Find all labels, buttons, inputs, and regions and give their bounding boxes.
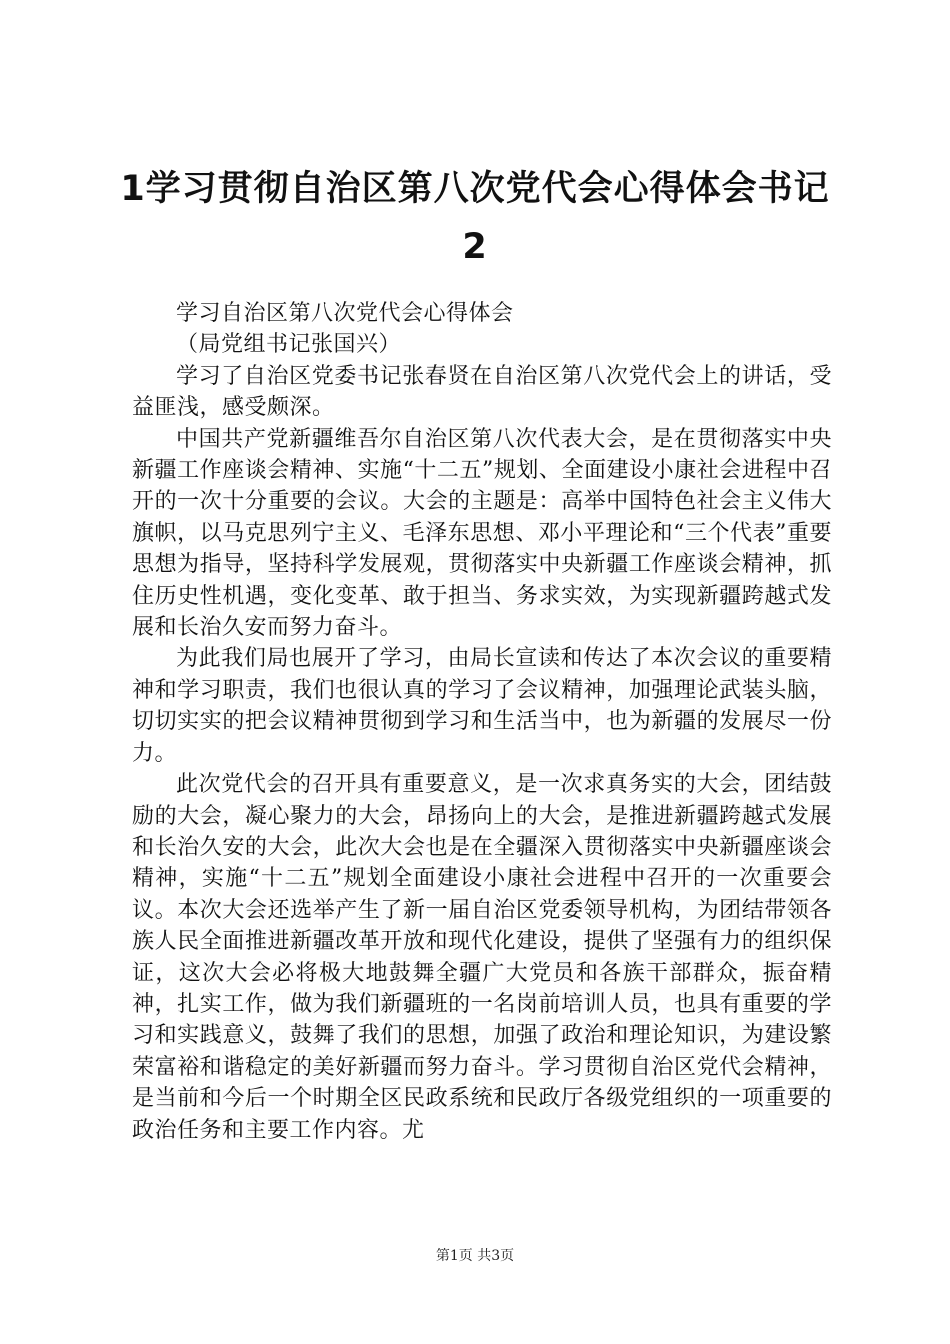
document-body: [132, 298, 832, 1146]
subtitle-paragraph: 学习自治区第八次党代会心得体会: [176, 301, 514, 326]
page-number-footer: 第1页 共3页: [435, 1248, 515, 1264]
body-paragraph-4: 此次党代会的召开具有重要意义，是一次求真务实的大会，团结鼓励的大会，凝心聚力的大会，昂扬向上的大会，是推进新疆跨越式发展和长治久安的大会，此次大会也是在全疆深入贯彻落实中央新疆座谈会精神，实施“十二五”规划全面建设小康社会进程中召开的一次重要会议。本次大会还选举产生了新一届自治区党委领导机构，为团结带领各族人民全面推进新疆改革开放和现代化建设，提供了坚强有力的组织保证，这次大会必将极大地鼓舞全疆广大党员和各族干部群众，振奋精神，扎实工作，做为我们新疆班的一名岗前培训人员，也具有重要的学习和实践意义，鼓舞了我们的思想，加强了政治和理论知识，为建设繁荣富裕和谐稳定的美好新疆而努力奋斗。学习贯彻自治区党代会精神，是当前和今后一个时期全区民政系统和民政厅各级党组织的一项重要的政治任务和主要工作内容。尤: [132, 772, 832, 1143]
document-title: 1学习贯彻自治区第八次党代会心得体会书记2: [120, 169, 830, 267]
body-paragraph-3: 为此我们局也展开了学习，由局长宣读和传达了本次会议的重要精神和学习职责，我们也很认真的学习了会议精神，加强理论武装头脑，切切实实的把会议精神贯彻到学习和生活当中，也为新疆的发展尽一份力。: [132, 646, 832, 766]
body-paragraph-2: 中国共产党新疆维吾尔自治区第八次代表大会，是在贯彻落实中央新疆工作座谈会精神、实施“十二五”规划、全面建设小康社会进程中召开的一次十分重要的会议。大会的主题是：高举中国特色社会主义伟大旗帜，以马克思列宁主义、毛泽东思想、邓小平理论和“三个代表”重要思想为指导，坚持科学发展观，贯彻落实中央新疆工作座谈会精神，抓住历史性机遇，变化变革、敢于担当、务求实效，为实现新疆跨越式发展和长治久安而努力奋斗。: [132, 426, 832, 641]
author-paragraph: （局党组书记张国兴）: [176, 332, 402, 358]
body-paragraph-1: 学习了自治区党委书记张春贤在自治区第八次党代会上的讲话，受益匪浅，感受颇深。: [132, 363, 832, 421]
